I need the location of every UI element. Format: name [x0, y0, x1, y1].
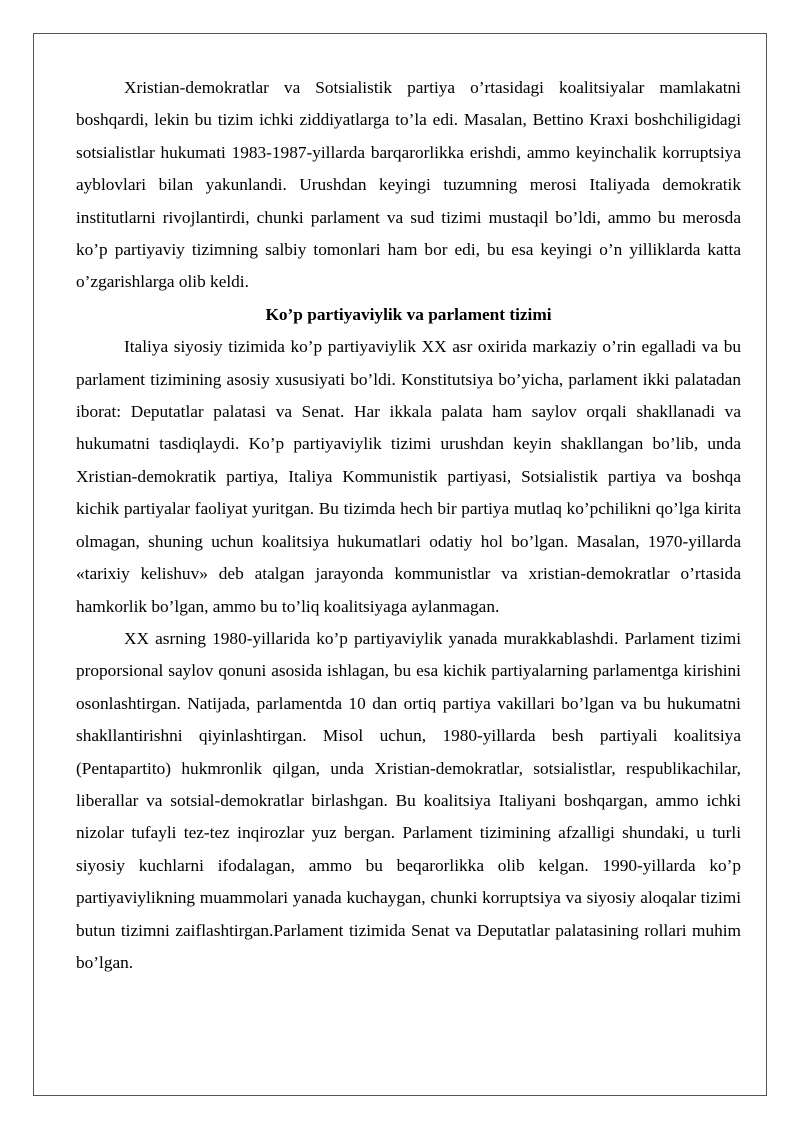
- paragraph-koalitsiyalar: Xristian-demokratlar va Sotsialistik partiya o’rtasidagi koalitsiyalar mamlakatni boshqardi, lekin bu tizim ichki ziddiyatlarga to’la edi. Masalan, Bettino Kraxi boshchiligidagi sotsialistlar hukumati 1983-1987-yillarda barqarorlikka erishdi, ammo keyinchalik korruptsiya ayblovlari bilan yakunlandi. Urushdan keyingi tuzumning merosi Italiyada demokratik institutlarni rivojlantirdi, chunki parlament va sud tizimi mustaqil bo’ldi, ammo bu merosda ko’p partiyaviy tizimning salbiy tomonlari ham bor edi, bu esa keyingi o’n yilliklarda katta o’zgarishlarga olib keldi.: [76, 78, 741, 292]
- document-body: [76, 72, 741, 979]
- paragraph-kop-partiyaviylik: Italiya siyosiy tizimida ko’p partiyaviylik XX asr oxirida markaziy o’rin egalladi va bu parlament tizimining asosiy xususiyati bo’ldi. Konstitutsiya bo’yicha, parlament ikki palatadan iborat: Deputatlar palatasi va Senat. Har ikkala palata ham saylov orqali shakllanadi va hukumatni tasdiqlaydi. Ko’p partiyaviylik tizimi urushdan keyin shakllangan bo’lib, unda Xristian-demokratik partiya, Italiya Kommunistik partiyasi, Sotsialistik partiya va boshqa kichik partiyalar faoliyat yuritgan. Bu tizimda hech bir partiya mutlaq ko’pchilikni qo’lga kirita olmagan, shuning uchun koalitsiya hukumatlari odatiy hol bo’lgan. Masalan, 1970-yillarda «tarixiy kelishuv» deb atalgan jarayonda kommunistlar va xristian-demokratlar o’rtasida hamkorlik bo’lgan, ammo bu to’liq koalitsiyaga aylanmagan.: [76, 337, 741, 616]
- section-heading: Ko’p partiyaviylik va parlament tizimi: [265, 304, 552, 324]
- paragraph-1980-yillar: XX asrning 1980-yillarida ko’p partiyaviylik yanada murakkablashdi. Parlament tizimi proporsional saylov qonuni asosida ishlagan, bu esa kichik partiyalarning parlamentga kirishini osonlashtirgan. Natijada, parlamentda 10 dan ortiq partiya vakillari bo’lgan va bu hukumatni shakllantirishni qiyinlashtirgan. Misol uchun, 1980-yillarda besh partiyali koalitsiya (Pentapartito) hukmronlik qilgan, unda Xristian-demokratlar, sotsialistlar, respublikachilar, liberallar va sotsial-demokratlar birlashgan. Bu koalitsiya Italiyani boshqargan, ammo ichki nizolar tufayli tez-tez inqirozlar yuz bergan. Parlament tizimining afzalligi shundaki, u turli siyosiy kuchlarni ifodalagan, ammo bu beqarorlikka olib kelgan. 1990-yillarda ko’p partiyaviylikning muammolari yanada kuchaygan, chunki korruptsiya va siyosiy aloqalar tizimi butun tizimni zaiflashtirgan.Parlament tizimida Senat va Deputatlar palatasining rollari muhim bo’lgan.: [76, 628, 741, 972]
